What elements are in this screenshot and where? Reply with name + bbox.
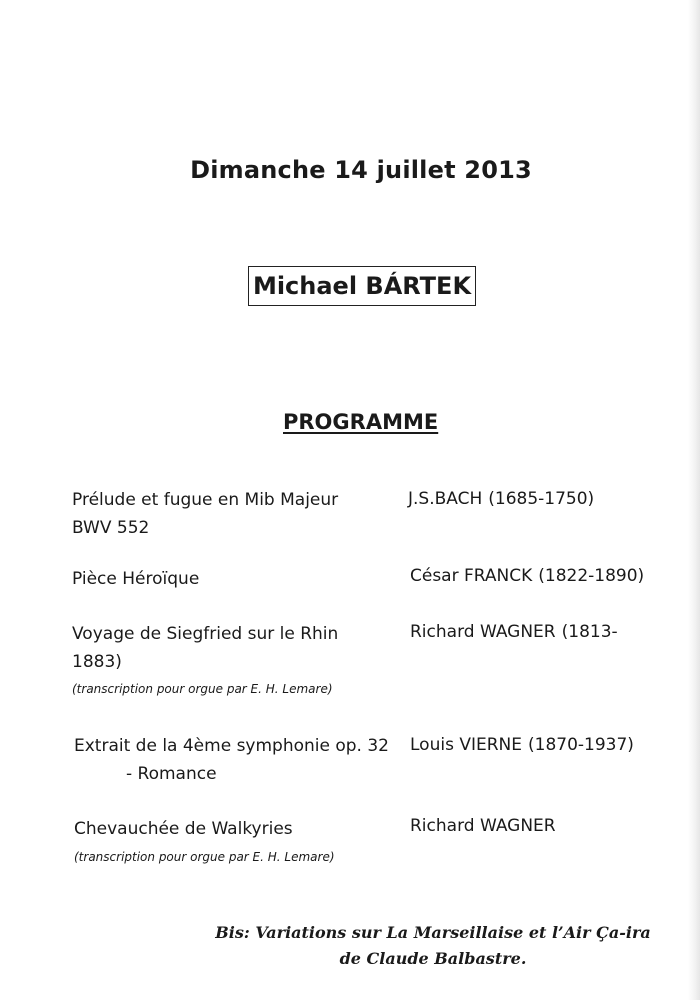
programme-item-1-composer-row: [408, 485, 594, 513]
work-line: Prélude et fugue en Mib Majeur: [72, 490, 339, 510]
programme-item-4-work: [74, 732, 389, 788]
composer-name: Richard WAGNER: [410, 816, 556, 836]
composer-name: Louis VIERNE: [410, 735, 522, 755]
work-line: Extrait de la 4ème symphonie op. 32: [74, 736, 389, 756]
programme-item-5-composer-row: [410, 812, 556, 840]
work-line: Voyage de Siegfried sur le Rhin: [72, 624, 339, 644]
programme-heading: PROGRAMME: [283, 410, 439, 434]
composer-name: César FRANCK: [410, 566, 533, 586]
composer-dates: (1822-1890): [538, 566, 645, 586]
performer-name-box: [248, 266, 476, 306]
programme-item-5-note: (transcription pour orgue par E. H. Lemare): [74, 850, 335, 864]
programme-item-2-composer-row: [410, 562, 644, 590]
page-edge-shadow: [688, 0, 700, 1000]
programme-item-3-note: (transcription pour orgue par E. H. Lemare): [72, 682, 333, 696]
programme-item-5-work: [74, 815, 293, 843]
programme-item-3-composer-row: [410, 618, 618, 646]
programme-item-3-work: [72, 620, 338, 676]
concert-date: Dimanche 14 juillet 2013: [190, 156, 532, 184]
programme-item-4-composer-row: [410, 731, 634, 759]
composer-dates: (1685-1750): [488, 489, 595, 509]
work-line: BWV 552: [72, 518, 150, 538]
encore-note: [0, 920, 700, 972]
encore-line-1: Bis: Variations sur La Marseillaise et l’Air Ça-ira: [215, 923, 651, 942]
work-line: Chevauchée de Walkyries: [74, 819, 293, 839]
work-line: 1883): [72, 652, 122, 672]
programme-item-1-work: [72, 486, 338, 542]
composer-dates: (1870-1937): [528, 735, 634, 755]
composer-dates: (1813-: [561, 622, 618, 642]
composer-name: J.S.BACH: [408, 489, 483, 509]
performer-name: Michael BÁRTEK: [252, 272, 472, 300]
composer-name: Richard WAGNER: [410, 622, 556, 642]
encore-line-2: de Claude Balbastre.: [339, 949, 527, 968]
work-line: - Romance: [126, 764, 217, 784]
programme-item-2-work: [72, 565, 199, 593]
work-line: Pièce Héroïque: [72, 569, 200, 589]
